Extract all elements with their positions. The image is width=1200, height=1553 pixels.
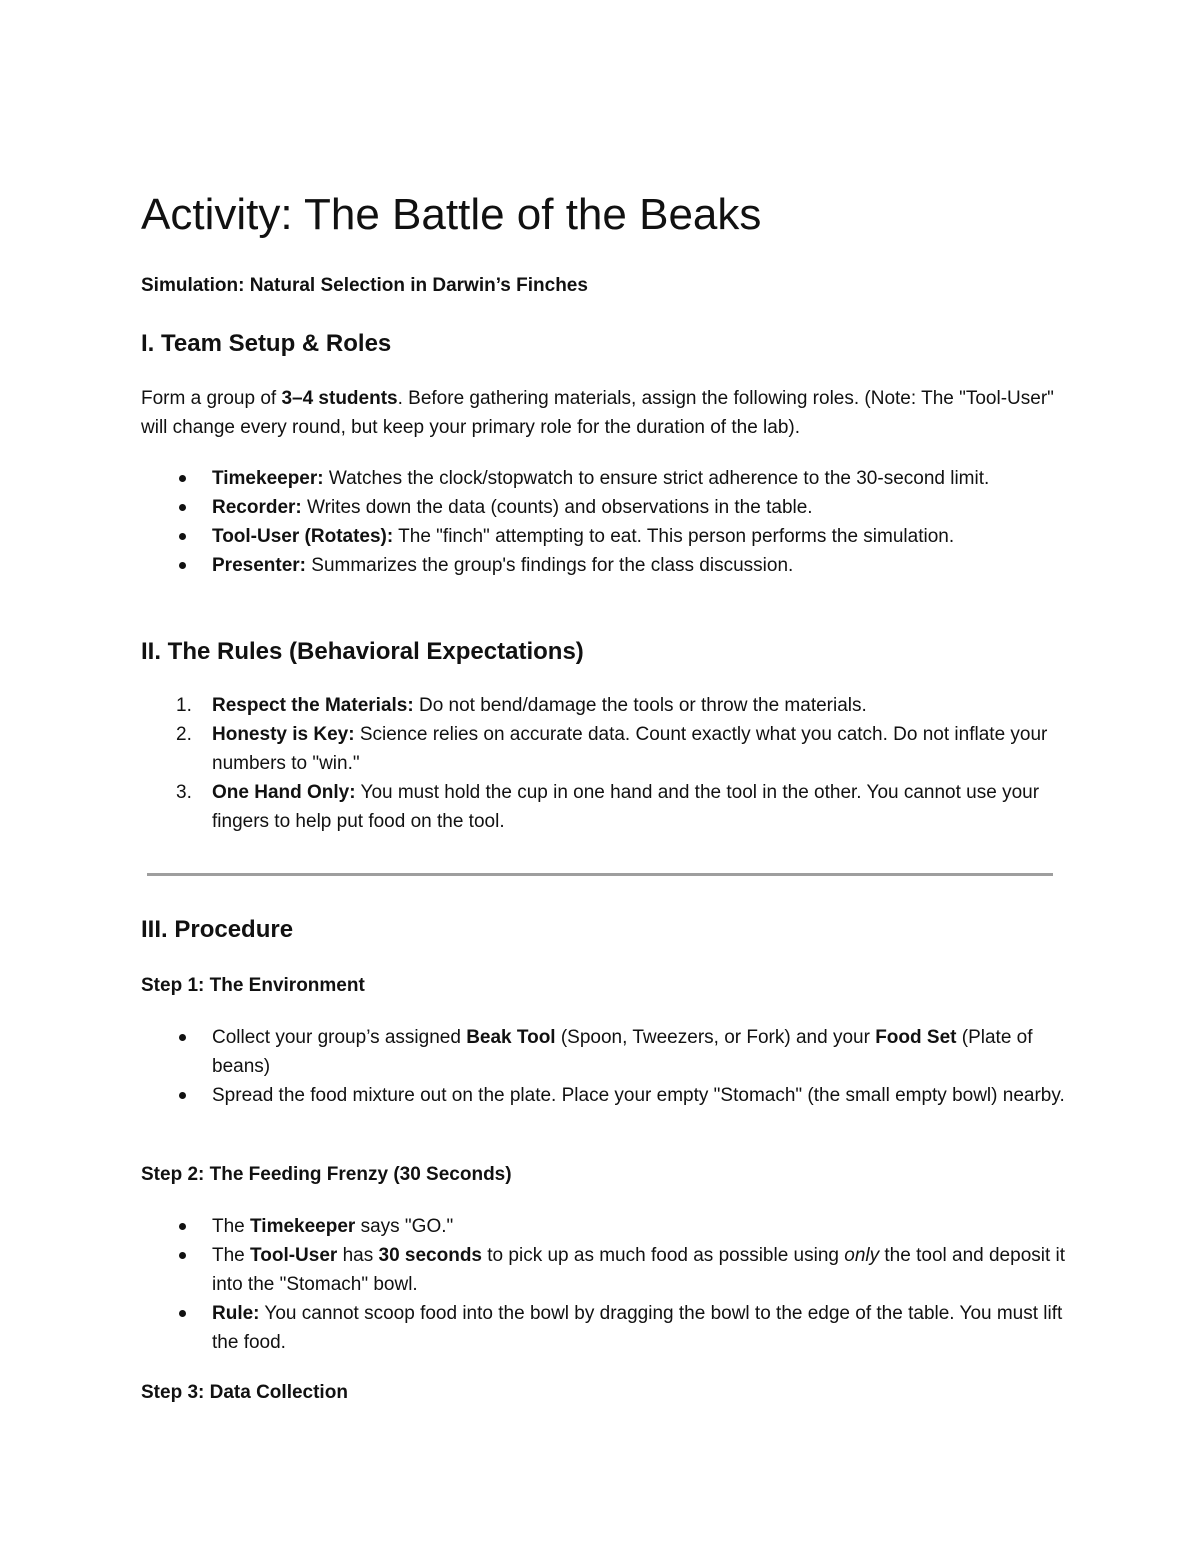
environment-list bbox=[141, 1023, 1071, 1110]
list-item: Spread the food mixture out on the plate. Place your empty "Stomach" (the small empty bowl) nearby. bbox=[141, 1081, 1071, 1110]
section-heading-procedure: III. Procedure bbox=[141, 916, 294, 943]
list-item: Presenter: Summarizes the group's findings for the class discussion. bbox=[141, 551, 1071, 580]
list-item: The Tool-User has 30 seconds to pick up as much food as possible using only the tool and deposit it into the "Stomach" bowl. bbox=[141, 1241, 1071, 1299]
feeding-frenzy-list bbox=[141, 1212, 1071, 1357]
list-item: Rule: You cannot scoop food into the bowl by dragging the bowl to the edge of the table. You must lift the food. bbox=[141, 1299, 1071, 1357]
page-subtitle: Simulation: Natural Selection in Darwin’s Finches bbox=[141, 275, 588, 296]
roles-list bbox=[141, 464, 1071, 580]
rules-list bbox=[141, 691, 1071, 836]
list-item: 2. Honesty is Key: Science relies on accurate data. Count exactly what you catch. Do not inflate your numbers to "win." bbox=[176, 724, 1048, 774]
horizontal-divider bbox=[147, 873, 1053, 876]
list-item: The Timekeeper says "GO." bbox=[141, 1212, 1071, 1241]
list-item: Tool-User (Rotates): The "finch" attempting to eat. This person performs the simulation. bbox=[141, 522, 1071, 551]
list-item: Timekeeper: Watches the clock/stopwatch to ensure strict adherence to the 30-second limit. bbox=[141, 464, 1071, 493]
list-item: Recorder: Writes down the data (counts) and observations in the table. bbox=[141, 493, 1071, 522]
step-heading-data-collection: Step 3: Data Collection bbox=[141, 1382, 348, 1403]
list-item: 3. One Hand Only: You must hold the cup in one hand and the tool in the other. You cannot use your fingers to help put food on the tool. bbox=[176, 782, 1040, 832]
team-setup-intro: Form a group of 3–4 students. Before gathering materials, assign the following roles. (Note: The "Tool-User" will change every round, but keep your primary role for the duration of the lab). bbox=[141, 388, 1054, 438]
section-heading-team-setup: I. Team Setup & Roles bbox=[141, 330, 392, 357]
list-item: Collect your group’s assigned Beak Tool (Spoon, Tweezers, or Fork) and your Food Set (Plate of beans) bbox=[141, 1023, 1071, 1081]
list-item: 1. Respect the Materials: Do not bend/damage the tools or throw the materials. bbox=[176, 695, 867, 716]
page-title: Activity: The Battle of the Beaks bbox=[141, 190, 762, 239]
step-heading-feeding-frenzy: Step 2: The Feeding Frenzy (30 Seconds) bbox=[141, 1164, 512, 1185]
section-heading-rules: II. The Rules (Behavioral Expectations) bbox=[141, 638, 584, 665]
step-heading-environment: Step 1: The Environment bbox=[141, 975, 365, 996]
